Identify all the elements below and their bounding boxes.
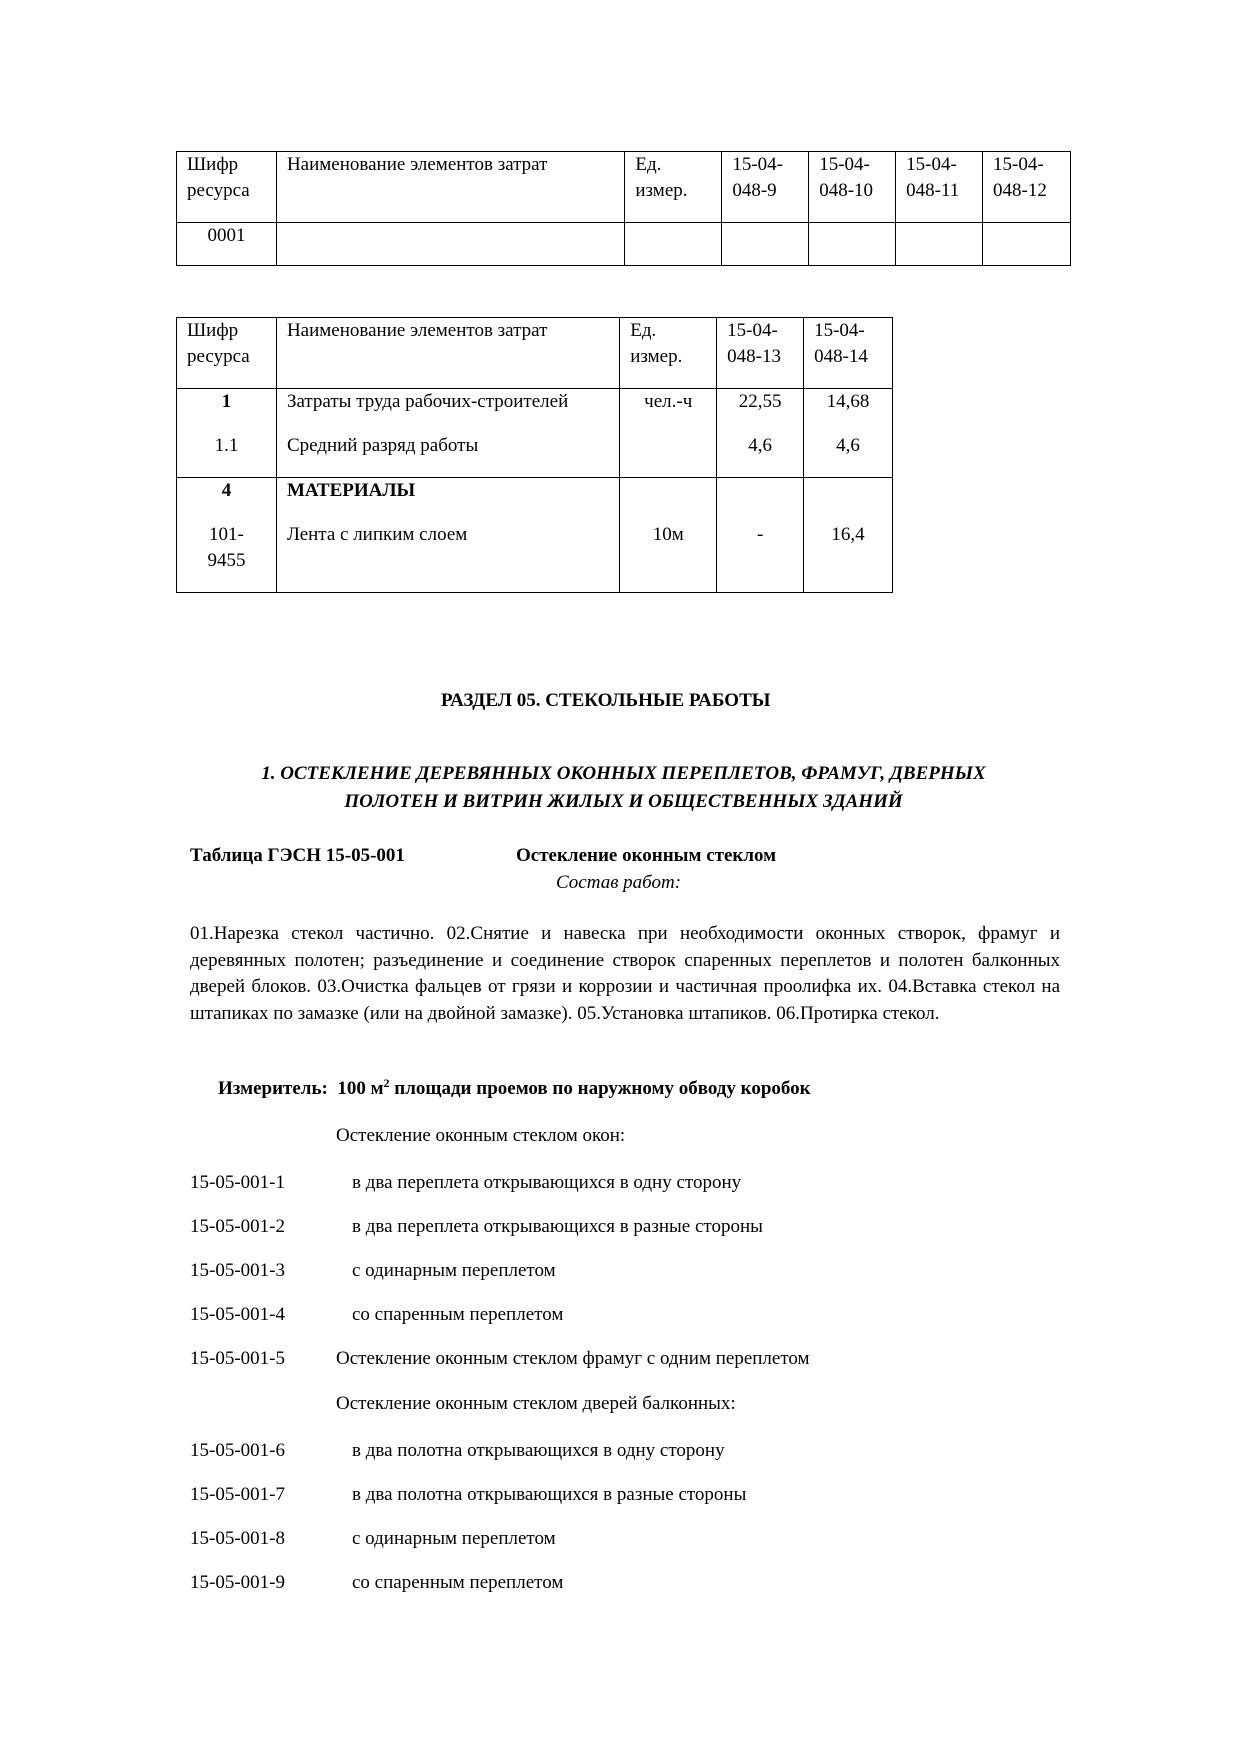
cell-unit bbox=[625, 223, 722, 266]
item-name: с одинарным переплетом bbox=[352, 1528, 556, 1549]
subsection-title-line1: 1. ОСТЕКЛЕНИЕ ДЕРЕВЯННЫХ ОКОННЫХ ПЕРЕПЛЕТОВ, ФРАМУГ, ДВЕРНЫХ bbox=[261, 763, 986, 784]
header-col: 15-04- 048-14 bbox=[804, 318, 893, 389]
table-title: Остекление оконным стеклом bbox=[516, 845, 777, 866]
cell-value bbox=[983, 223, 1071, 266]
item-code: 15-05-001-6 bbox=[190, 1440, 285, 1461]
table-row bbox=[177, 478, 893, 593]
group-heading-windows: Остекление оконным стеклом окон: bbox=[336, 1125, 626, 1146]
item-name: Остекление оконным стеклом фрамуг с одним переплетом bbox=[336, 1348, 810, 1369]
cell-value bbox=[809, 223, 896, 266]
cell-value: 16,4 bbox=[804, 478, 893, 593]
item-code: 15-05-001-8 bbox=[190, 1528, 285, 1549]
header-col: 15-04- 048-10 bbox=[809, 152, 896, 223]
cell-unit: 10м bbox=[620, 478, 717, 593]
cell-value: 14,68 4,6 bbox=[804, 389, 893, 478]
table-header-row bbox=[177, 318, 893, 389]
item-name: с одинарным переплетом bbox=[352, 1260, 556, 1281]
header-col: 15-04- 048-12 bbox=[983, 152, 1071, 223]
cell-unit: чел.-ч bbox=[620, 389, 717, 478]
item-code: 15-05-001-7 bbox=[190, 1484, 285, 1505]
header-code: Шифр ресурса bbox=[177, 318, 277, 389]
item-name: со спаренным переплетом bbox=[352, 1572, 564, 1593]
item-name: в два переплета открывающихся в разные стороны bbox=[352, 1216, 763, 1237]
composition-text: 01.Нарезка стекол частично. 02.Снятие и навеска при необходимости оконных створок, фрамуг и деревянных полотен; разъединение и соединение створок спаренных переплетов и полотен балконных дверей блоков. 03.Очистка фальцев от грязи и коррозии и частичная проолифка их. 04.Вставка стекол на штапиках по замазке (или на двойной замазке). 05.Установка штапиков. 06.Протирка стекол. bbox=[190, 923, 1060, 1024]
header-col: 15-04- 048-11 bbox=[896, 152, 983, 223]
header-unit: Ед. измер. bbox=[620, 318, 717, 389]
item-code: 15-05-001-3 bbox=[190, 1260, 285, 1281]
resource-table-2 bbox=[176, 317, 893, 593]
item-name: со спаренным переплетом bbox=[352, 1304, 564, 1325]
cell-name: Затраты труда рабочих-строителей Средний разряд работы bbox=[276, 389, 619, 478]
header-col: 15-04- 048-9 bbox=[722, 152, 809, 223]
header-name: Наименование элементов затрат bbox=[276, 318, 619, 389]
header-name: Наименование элементов затрат bbox=[276, 152, 624, 223]
measure-line bbox=[218, 1076, 811, 1100]
cell-code: 0001 bbox=[177, 223, 277, 266]
subsection-title-line2: ПОЛОТЕН И ВИТРИН ЖИЛЫХ И ОБЩЕСТВЕННЫХ ЗДАНИЙ bbox=[344, 791, 903, 812]
cell-value bbox=[722, 223, 809, 266]
item-name: в два полотна открывающихся в одну сторону bbox=[352, 1440, 725, 1461]
item-code: 15-05-001-1 bbox=[190, 1172, 285, 1193]
header-col: 15-04- 048-13 bbox=[717, 318, 804, 389]
table-header-row bbox=[177, 152, 1071, 223]
cell-value: 22,55 4,6 bbox=[717, 389, 804, 478]
cell-code: 1 1.1 bbox=[177, 389, 277, 478]
table-row bbox=[177, 389, 893, 478]
header-unit: Ед. измер. bbox=[625, 152, 722, 223]
item-name: в два полотна открывающихся в разные стороны bbox=[352, 1484, 747, 1505]
table-row bbox=[177, 223, 1071, 266]
measure-label: Измеритель: bbox=[218, 1078, 328, 1099]
resource-table-1 bbox=[176, 151, 1071, 266]
cell-value bbox=[896, 223, 983, 266]
composition-label: Состав работ: bbox=[556, 872, 682, 893]
measure-value: 100 $м^2$ площади проемов по наружному обводу коробок bbox=[337, 1076, 811, 1099]
section-title: РАЗДЕЛ 05. СТЕКОЛЬНЫЕ РАБОТЫ bbox=[441, 690, 771, 711]
cell-name bbox=[276, 223, 624, 266]
item-name: в два переплета открывающихся в одну сторону bbox=[352, 1172, 742, 1193]
header-code: Шифр ресурса bbox=[177, 152, 277, 223]
table-label: Таблица ГЭСН 15-05-001 bbox=[190, 845, 405, 866]
group-heading-balcony-doors: Остекление оконным стеклом дверей балконных: bbox=[336, 1393, 736, 1414]
item-code: 15-05-001-4 bbox=[190, 1304, 285, 1325]
cell-value: - bbox=[717, 478, 804, 593]
item-code: 15-05-001-2 bbox=[190, 1216, 285, 1237]
cell-name: МАТЕРИАЛЫ Лента с липким слоем bbox=[276, 478, 619, 593]
item-code: 15-05-001-5 bbox=[190, 1348, 285, 1369]
cell-code: 4 101- 9455 bbox=[177, 478, 277, 593]
item-code: 15-05-001-9 bbox=[190, 1572, 285, 1593]
